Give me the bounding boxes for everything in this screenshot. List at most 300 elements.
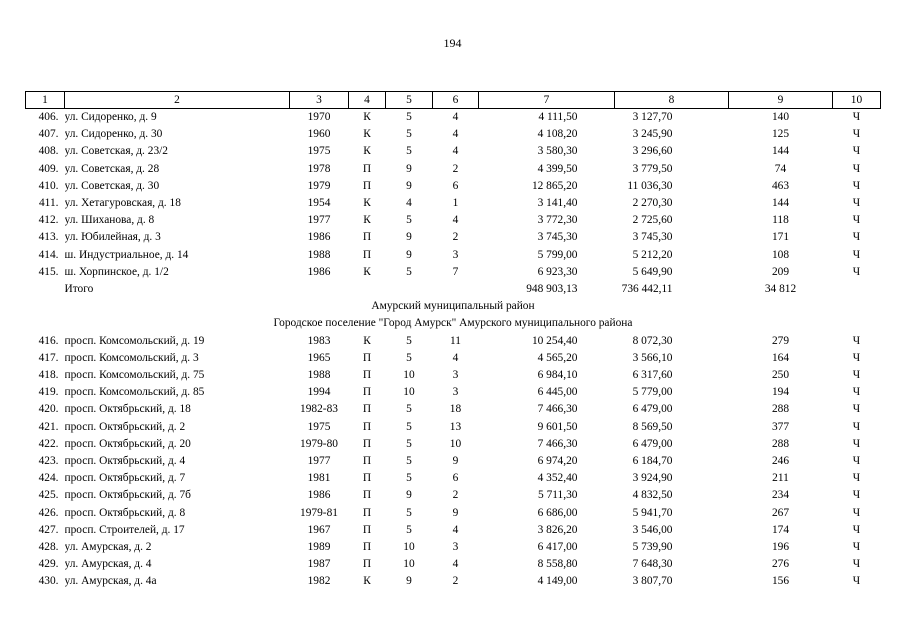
table-cell-col7: 6 686,00	[537, 506, 578, 519]
table-cell-col10: Ч	[852, 231, 861, 244]
table-cell-col4: К	[363, 265, 371, 278]
column-header: 4	[349, 92, 386, 109]
table-cell-col3: 1975	[307, 420, 331, 433]
table-cell-col1: 430.	[38, 575, 59, 588]
table-cell-col1: 429.	[38, 558, 59, 571]
table-cell-col4: П	[362, 558, 372, 571]
table-cell-col4: К	[363, 214, 371, 227]
table-cell-col8: 3 745,30	[632, 231, 673, 244]
table-cell-col3: 1977	[307, 214, 331, 227]
table-cell-col3: 1988	[307, 369, 331, 382]
table-cell-col10: Ч	[852, 472, 861, 485]
table-cell-col6: 3	[452, 386, 459, 399]
table-cell-col10: Ч	[852, 334, 861, 347]
table-cell-col6: 18	[449, 403, 462, 416]
table-row	[26, 401, 881, 418]
table-cell-col6: 10	[449, 437, 462, 450]
table-cell-col8: 5 941,70	[632, 506, 673, 519]
table-cell-col4: П	[362, 489, 372, 502]
column-header: 6	[433, 92, 479, 109]
table-cell-col2: ул. Сидоренко, д. 30	[64, 128, 163, 141]
table-cell-col9: 377	[771, 420, 790, 433]
table-cell-col7: 4 565,20	[537, 351, 578, 364]
table-cell-col5: 5	[406, 214, 412, 227]
table-cell-col8: 2 725,60	[632, 214, 673, 227]
table-row	[26, 143, 881, 160]
table-cell-col2: ул. Сидоренко, д. 9	[64, 111, 157, 123]
table-cell-col6: 9	[452, 506, 459, 519]
table-cell-col3: 1960	[307, 128, 331, 141]
table-row	[26, 522, 881, 539]
table-cell-col2: ул. Шиханова, д. 8	[64, 214, 155, 227]
table-cell-col9: 279	[771, 334, 790, 347]
table-cell-col4: П	[362, 403, 372, 416]
table-cell-col10: Ч	[852, 575, 861, 588]
table-cell-col5: 10	[403, 386, 415, 399]
table-cell-col1: 426.	[38, 506, 59, 519]
table-cell-col3: 1978	[307, 162, 331, 175]
table-cell-col2: ул. Советская, д. 28	[64, 162, 160, 175]
table-cell-col9: 463	[771, 179, 790, 192]
table-cell-col5: 9	[406, 231, 412, 244]
table-cell-col9: 288	[771, 403, 790, 416]
column-header: 8	[615, 92, 729, 109]
table-cell-col9: 144	[771, 197, 790, 210]
table-cell-col6: 4	[452, 523, 459, 536]
total-block	[26, 281, 881, 333]
table-cell-col2: ул. Амурская, д. 4	[64, 558, 152, 571]
table-cell-col8: 2 270,30	[632, 197, 673, 210]
table-cell-col9: 250	[771, 369, 790, 382]
table-cell-col9: 171	[771, 231, 790, 244]
table-cell-col7: 6 974,20	[537, 455, 578, 468]
table-cell-col9: 276	[771, 558, 790, 571]
table-cell-col4: П	[362, 455, 372, 468]
total-row	[26, 281, 881, 298]
table-row	[26, 247, 881, 264]
table-cell-col4: П	[362, 541, 372, 554]
table-cell-col1: 419.	[38, 386, 59, 399]
table-cell-col1: 428.	[38, 541, 59, 554]
table-cell-col10: Ч	[852, 162, 861, 175]
table-cell-col9: 194	[771, 386, 790, 399]
table-cell-col2: просп. Октябрьский, д. 7б	[64, 489, 191, 502]
table-cell-col7: 3 745,30	[537, 231, 578, 244]
table-cell-col7: 3 772,30	[537, 214, 578, 227]
total-col7: 948 903,13	[526, 283, 578, 296]
table-row	[26, 505, 881, 522]
table-cell-col1: 417.	[38, 351, 59, 364]
table-cell-col8: 3 546,00	[632, 523, 673, 536]
table-cell-col2: просп. Октябрьский, д. 8	[64, 506, 186, 519]
table-cell-col10: Ч	[852, 437, 861, 450]
table-cell-col1: 408.	[38, 145, 59, 158]
table-cell-col1: 414.	[38, 248, 59, 261]
table-cell-col3: 1981	[307, 472, 331, 485]
table-cell-col4: П	[362, 351, 372, 364]
table-cell-col4: К	[363, 575, 371, 588]
table-cell-col4: П	[362, 248, 372, 261]
district-heading: Амурский муниципальный район	[371, 300, 535, 313]
column-header: 3	[290, 92, 349, 109]
table-row	[26, 556, 881, 573]
table-cell-col3: 1967	[307, 523, 331, 536]
table-cell-col10: Ч	[852, 386, 861, 399]
table-cell-col2: просп. Октябрьский, д. 2	[64, 420, 186, 433]
table-cell-col3: 1986	[307, 231, 331, 244]
column-header: 7	[479, 92, 615, 109]
table-cell-col2: просп. Комсомольский, д. 85	[64, 386, 205, 399]
table-cell-col4: К	[363, 111, 371, 123]
table-cell-col6: 2	[452, 231, 459, 244]
table-row	[26, 384, 881, 401]
table-cell-col10: Ч	[852, 214, 861, 227]
table-cell-col5: 5	[406, 472, 412, 485]
table-cell-col7: 5 799,00	[537, 248, 578, 261]
table-cell-col7: 4 399,50	[537, 162, 578, 175]
table-cell-col1: 407.	[38, 128, 59, 141]
table-cell-col4: П	[362, 179, 372, 192]
table-cell-col7: 4 108,20	[537, 128, 578, 141]
table-cell-col5: 9	[406, 248, 412, 261]
table-cell-col6: 2	[452, 162, 459, 175]
table-cell-col9: 211	[772, 472, 789, 485]
table-cell-col5: 5	[406, 455, 412, 468]
table-cell-col8: 3 779,50	[632, 162, 673, 175]
table-cell-col1: 418.	[38, 369, 59, 382]
table-cell-col10: Ч	[852, 420, 861, 433]
table-cell-col5: 5	[406, 128, 412, 141]
table-cell-col3: 1977	[307, 455, 331, 468]
table-cell-col6: 4	[452, 214, 459, 227]
table-cell-col5: 5	[406, 111, 412, 123]
table-cell-col9: 174	[771, 523, 790, 536]
column-header: 2	[65, 92, 290, 109]
table-cell-col8: 6 479,00	[632, 403, 673, 416]
table-cell-col2: ул. Амурская, д. 2	[64, 541, 152, 554]
table-cell-col10: Ч	[852, 558, 861, 571]
table-cell-col4: П	[362, 506, 372, 519]
table-cell-col6: 6	[452, 179, 459, 192]
table-cell-col8: 6 479,00	[632, 437, 673, 450]
table-cell-col10: Ч	[852, 197, 861, 210]
table-cell-col6: 4	[452, 558, 459, 571]
table-cell-col4: П	[362, 386, 372, 399]
table-cell-col9: 108	[771, 248, 790, 261]
table-cell-col3: 1979-80	[300, 437, 338, 450]
table-cell-col6: 1	[452, 197, 459, 210]
table-cell-col6: 4	[452, 111, 459, 123]
table-cell-col10: Ч	[852, 506, 861, 519]
table-cell-col4: П	[362, 472, 372, 485]
table-cell-col3: 1979-81	[300, 506, 338, 519]
table-cell-col3: 1982	[307, 575, 331, 588]
table-cell-col10: Ч	[852, 128, 861, 141]
table-cell-col7: 6 445,00	[537, 386, 578, 399]
table-cell-col3: 1983	[307, 334, 331, 347]
table-cell-col4: П	[362, 523, 372, 536]
table-cell-col6: 3	[452, 248, 459, 261]
table-cell-col10: Ч	[852, 369, 861, 382]
table-cell-col9: 246	[771, 455, 790, 468]
table-cell-col7: 3 141,40	[537, 197, 578, 210]
table-row	[26, 453, 881, 470]
table-cell-col2: ул. Юбилейная, д. 3	[64, 231, 161, 244]
table-row	[26, 470, 881, 487]
table-cell-col7: 4 111,50	[538, 111, 578, 123]
table-cell-col7: 3 826,20	[537, 523, 578, 536]
table-cell-col2: просп. Октябрьский, д. 4	[64, 455, 186, 468]
table-cell-col4: П	[362, 437, 372, 450]
table-cell-col3: 1987	[307, 558, 331, 571]
table-cell-col6: 4	[452, 145, 459, 158]
table-cell-col9: 196	[771, 541, 790, 554]
table-cell-col5: 4	[406, 197, 412, 210]
table-cell-col7: 10 254,40	[531, 334, 578, 347]
table-cell-col9: 234	[771, 489, 790, 502]
table-cell-col7: 6 417,00	[537, 541, 578, 554]
table-cell-col5: 5	[406, 523, 412, 536]
table-row	[26, 195, 881, 212]
table-cell-col1: 415.	[38, 265, 59, 278]
table-cell-col10: Ч	[852, 523, 861, 536]
total-col9: 34 812	[764, 283, 797, 296]
table-cell-col3: 1975	[307, 145, 331, 158]
section-row	[26, 315, 881, 332]
table-row	[26, 229, 881, 246]
table-cell-col1: 424.	[38, 472, 59, 485]
table-row	[26, 419, 881, 436]
table-header	[26, 92, 881, 109]
table-cell-col7: 4 149,00	[537, 575, 578, 588]
table-cell-col2: просп. Комсомольский, д. 75	[64, 369, 205, 382]
table-cell-col8: 5 779,00	[632, 386, 673, 399]
table-cell-col3: 1994	[307, 386, 331, 399]
table-cell-col1: 420.	[38, 403, 59, 416]
table-cell-col3: 1986	[307, 489, 331, 502]
table-body-previous-district	[26, 109, 881, 282]
table-cell-col1: 416.	[38, 334, 59, 347]
table-cell-col8: 3 807,70	[632, 575, 673, 588]
table-cell-col9: 288	[771, 437, 790, 450]
table-cell-col6: 3	[452, 369, 459, 382]
table-row	[26, 487, 881, 504]
table-cell-col8: 8 569,50	[632, 420, 673, 433]
table-cell-col5: 10	[403, 541, 415, 554]
table-row	[26, 436, 881, 453]
table-row	[26, 573, 881, 590]
table-cell-col6: 4	[452, 351, 459, 364]
housing-registry-table	[25, 91, 881, 591]
table-cell-col5: 5	[406, 145, 412, 158]
table-cell-col3: 1988	[307, 248, 331, 261]
table-cell-col5: 9	[406, 179, 412, 192]
table-cell-col2: просп. Октябрьский, д. 20	[64, 437, 191, 450]
table-cell-col8: 5 212,20	[632, 248, 673, 261]
table-cell-col8: 6 317,60	[632, 369, 673, 382]
table-cell-col4: К	[363, 128, 371, 141]
table-cell-col4: П	[362, 420, 372, 433]
table-cell-col5: 5	[406, 265, 412, 278]
table-cell-col5: 5	[406, 351, 412, 364]
table-cell-col8: 3 245,90	[632, 128, 673, 141]
table-cell-col5: 5	[406, 506, 412, 519]
table-cell-col9: 144	[771, 145, 790, 158]
table-cell-col6: 13	[449, 420, 462, 433]
column-header: 10	[833, 92, 881, 109]
table-cell-col5: 9	[406, 575, 412, 588]
table-cell-col6: 2	[452, 575, 459, 588]
table-cell-col10: Ч	[852, 403, 861, 416]
page-number: 194	[443, 36, 462, 50]
table-cell-col7: 6 923,30	[537, 265, 578, 278]
table-cell-col3: 1970	[307, 111, 331, 123]
table-cell-col8: 4 832,50	[632, 489, 673, 502]
table-cell-col6: 9	[452, 455, 459, 468]
table-cell-col7: 3 580,30	[537, 145, 578, 158]
table-cell-col2: просп. Октябрьский, д. 18	[64, 403, 191, 416]
table-cell-col1: 413.	[38, 231, 59, 244]
table-cell-col1: 421.	[38, 420, 59, 433]
table-cell-col4: К	[363, 145, 371, 158]
table-cell-col2: просп. Комсомольский, д. 19	[64, 334, 205, 347]
table-cell-col10: Ч	[852, 351, 861, 364]
table-row	[26, 539, 881, 556]
table-cell-col6: 3	[452, 541, 459, 554]
table-cell-col1: 427.	[38, 523, 59, 536]
table-cell-col9: 164	[771, 351, 790, 364]
table-cell-col8: 6 184,70	[632, 455, 673, 468]
table-row	[26, 126, 881, 143]
table-cell-col2: ул. Советская, д. 30	[64, 179, 160, 192]
table-cell-col8: 5 739,90	[632, 541, 673, 554]
table-cell-col9: 118	[772, 214, 789, 227]
table-cell-col8: 3 296,60	[632, 145, 673, 158]
table-cell-col3: 1982-83	[300, 403, 338, 416]
table-cell-col5: 5	[406, 334, 412, 347]
table-row	[26, 109, 881, 127]
table-cell-col1: 422.	[38, 437, 59, 450]
table-cell-col2: ул. Хетагуровская, д. 18	[64, 197, 181, 210]
table-cell-col2: просп. Комсомольский, д. 3	[64, 351, 199, 364]
table-cell-col8: 3 566,10	[632, 351, 673, 364]
table-row	[26, 161, 881, 178]
table-cell-col6: 11	[450, 334, 461, 347]
table-cell-col3: 1965	[307, 351, 331, 364]
total-col8: 736 442,11	[621, 283, 673, 296]
table-cell-col10: Ч	[852, 179, 861, 192]
table-cell-col8: 8 072,30	[632, 334, 673, 347]
table-row	[26, 367, 881, 384]
table-cell-col9: 74	[774, 162, 787, 175]
table-cell-col10: Ч	[852, 455, 861, 468]
table-cell-col6: 6	[452, 472, 459, 485]
table-cell-col9: 140	[771, 111, 790, 123]
table-cell-col1: 406.	[38, 111, 59, 123]
table-cell-col1: 412.	[38, 214, 59, 227]
table-cell-col6: 7	[452, 265, 459, 278]
table-cell-col7: 12 865,20	[531, 179, 578, 192]
table-cell-col8: 3 924,90	[632, 472, 673, 485]
table-cell-col5: 10	[403, 558, 415, 571]
column-header: 1	[26, 92, 65, 109]
table-cell-col6: 2	[452, 489, 459, 502]
table-cell-col3: 1986	[307, 265, 331, 278]
table-cell-col3: 1954	[307, 197, 331, 210]
table-cell-col5: 9	[406, 162, 412, 175]
table-cell-col8: 5 649,90	[632, 265, 673, 278]
table-cell-col10: Ч	[852, 145, 861, 158]
table-cell-col3: 1979	[307, 179, 331, 192]
table-cell-col2: ш. Хорпинское, д. 1/2	[64, 265, 169, 278]
table-cell-col5: 5	[406, 420, 412, 433]
table-cell-col3: 1989	[307, 541, 331, 554]
table-cell-col1: 423.	[38, 455, 59, 468]
table-cell-col2: просп. Строителей, д. 17	[64, 523, 185, 536]
table-row	[26, 350, 881, 367]
table-cell-col10: Ч	[852, 111, 861, 123]
table-row	[26, 333, 881, 350]
table-cell-col4: П	[362, 162, 372, 175]
total-label: Итого	[64, 283, 94, 296]
table-cell-col4: П	[362, 231, 372, 244]
table-row	[26, 212, 881, 229]
table-cell-col9: 125	[771, 128, 790, 141]
column-header: 5	[386, 92, 433, 109]
table-cell-col4: К	[363, 197, 371, 210]
table-cell-col2: ул. Советская, д. 23/2	[64, 145, 168, 158]
table-cell-col2: просп. Октябрьский, д. 7	[64, 472, 186, 485]
table-cell-col8: 7 648,30	[632, 558, 673, 571]
table-body-amursk	[26, 333, 881, 591]
table-cell-col10: Ч	[852, 248, 861, 261]
table-cell-col4: К	[363, 334, 371, 347]
table-cell-col10: Ч	[852, 265, 861, 278]
table-cell-col5: 5	[406, 403, 412, 416]
table-cell-col1: 411.	[38, 197, 59, 210]
settlement-heading: Городское поселение "Город Амурск" Амурского муниципального района	[273, 317, 633, 330]
table-row	[26, 178, 881, 195]
table-cell-col9: 209	[771, 265, 790, 278]
table-cell-col7: 9 601,50	[537, 420, 578, 433]
table-cell-col10: Ч	[852, 489, 861, 502]
table-cell-col6: 4	[452, 128, 459, 141]
table-cell-col7: 7 466,30	[537, 437, 578, 450]
table-cell-col2: ул. Амурская, д. 4а	[64, 575, 157, 588]
section-row	[26, 298, 881, 315]
table-cell-col5: 5	[406, 437, 412, 450]
table-cell-col1: 425.	[38, 489, 59, 502]
table-cell-col7: 4 352,40	[537, 472, 578, 485]
table-cell-col10: Ч	[852, 541, 861, 554]
header-row	[26, 92, 881, 109]
table-cell-col1: 409.	[38, 162, 59, 175]
table-cell-col9: 156	[771, 575, 790, 588]
table-cell-col1: 410.	[38, 179, 59, 192]
table-cell-col4: П	[362, 369, 372, 382]
table-cell-col7: 8 558,80	[537, 558, 578, 571]
table-cell-col5: 9	[406, 489, 412, 502]
table-cell-col7: 7 466,30	[537, 403, 578, 416]
table-cell-col5: 10	[403, 369, 415, 382]
table-cell-col8: 3 127,70	[632, 111, 673, 123]
table-cell-col7: 5 711,30	[538, 489, 578, 502]
table-row	[26, 264, 881, 281]
table-cell-col7: 6 984,10	[537, 369, 578, 382]
table-cell-col9: 267	[771, 506, 790, 519]
column-header: 9	[729, 92, 833, 109]
table-cell-col2: ш. Индустриальное, д. 14	[64, 248, 189, 261]
